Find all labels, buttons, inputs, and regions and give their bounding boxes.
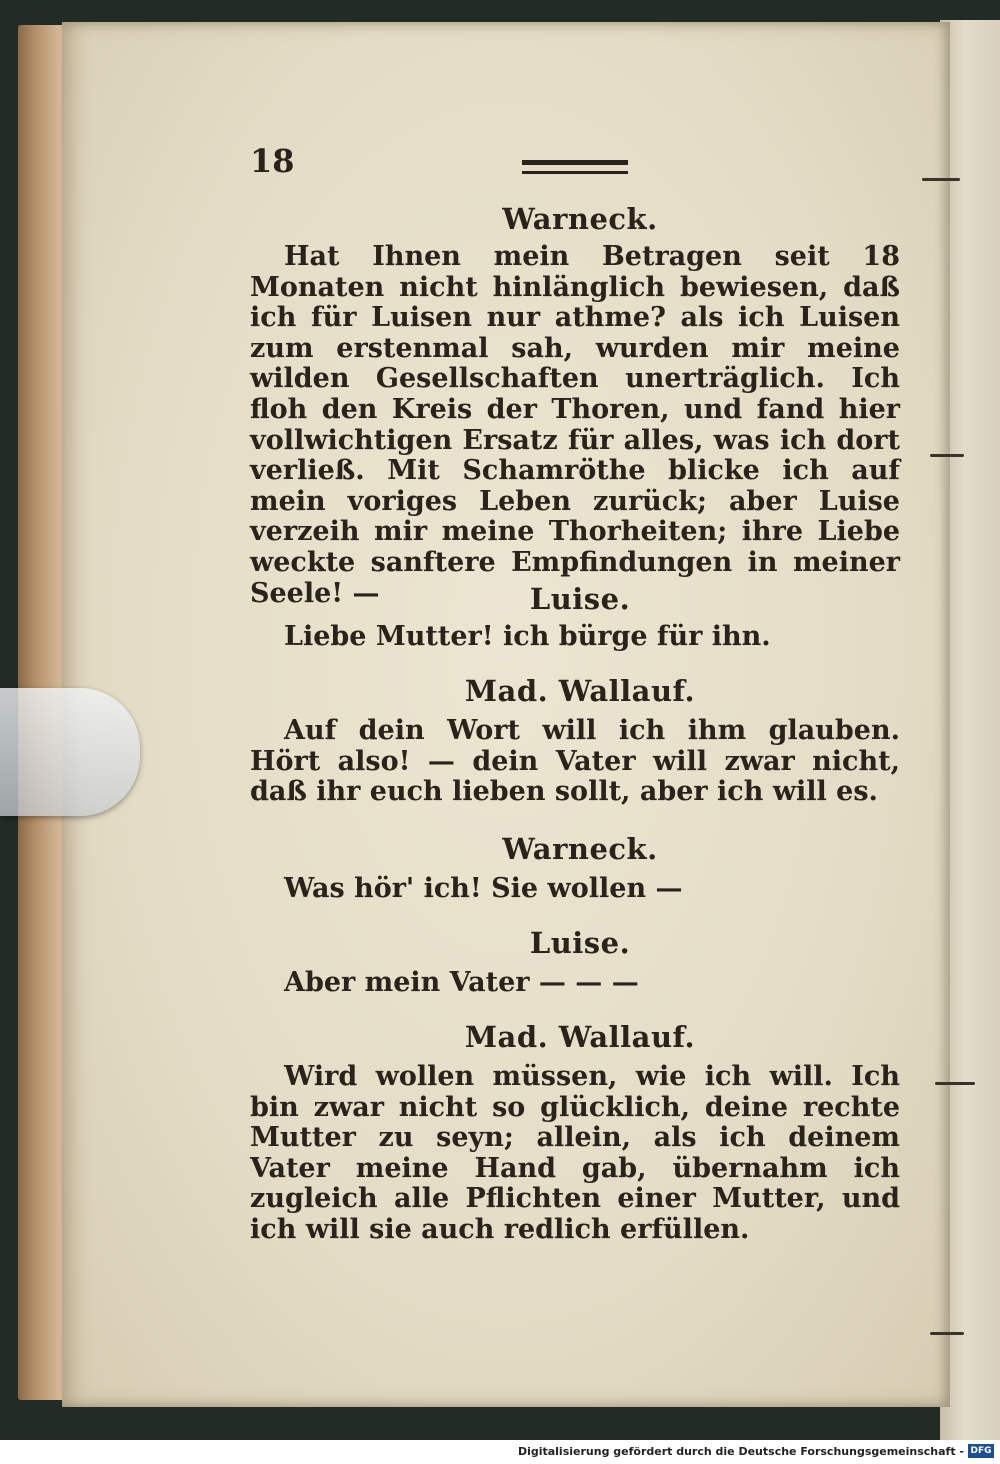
dialogue-text: Auf dein Wort will ich ihm glauben. Hört also! — dein Vater will zwar nicht, daß ihr euch lieben sollt, aber ich will es. xyxy=(250,715,900,808)
speaker-name: Luise. xyxy=(529,926,631,960)
binding-thread xyxy=(930,454,964,457)
speaker-name: Warneck. xyxy=(502,832,658,866)
dialogue-text: Hat Ihnen mein Betragen seit 18 Monaten nicht hinlänglich bewiesen, daß ich für Luisen nur athme? als ich Luisen zum erstenmal sah, wurden mir meine wilden Gesellschaften unerträglich. Ich floh den Kreis der Thoren, und fand hier vollwichtigen Ersatz für alles, was ich dort verließ. Mit Schamröthe blicke ich auf mein voriges Leben zurück; aber Luise verzeih mir meine Thorheiten; ihre Liebe weckte sanftere Empfindungen in meiner Seele! — xyxy=(250,241,900,609)
dialogue-text: Was hör' ich! Sie wollen — xyxy=(284,873,683,904)
dialogue-text: Aber mein Vater — — — xyxy=(284,967,639,998)
speaker-name: Mad. Wallauf. xyxy=(464,674,696,708)
page-number: 18 xyxy=(250,142,295,180)
binding-thread xyxy=(930,1332,964,1335)
speaker-name: Mad. Wallauf. xyxy=(464,1020,696,1054)
binding-thread xyxy=(935,1082,975,1085)
dialogue-text: Wird wollen müssen, wie ich will. Ich bin zwar nicht so glücklich, deine rechte Mutter zu seyn; allein, als ich deinem Vater meine Hand gab, übernahm ich zugleich alle Pflichten einer Mutter, und ich will sie auch redlich erfüllen. xyxy=(250,1061,900,1245)
footer-bar xyxy=(0,1440,1000,1464)
page-clip xyxy=(0,688,140,816)
dfg-logo: DFG xyxy=(968,1444,994,1458)
speaker-name: Warneck. xyxy=(502,202,658,236)
dialogue-text: Liebe Mutter! ich bürge für ihn. xyxy=(284,621,771,652)
book-page xyxy=(62,22,950,1407)
speaker-name: Luise. xyxy=(529,582,631,616)
funding-note: Digitalisierung gefördert durch die Deutsche Forschungsgemeinschaft - xyxy=(517,1445,964,1458)
header-rule xyxy=(522,160,628,174)
binding-thread xyxy=(922,178,960,181)
